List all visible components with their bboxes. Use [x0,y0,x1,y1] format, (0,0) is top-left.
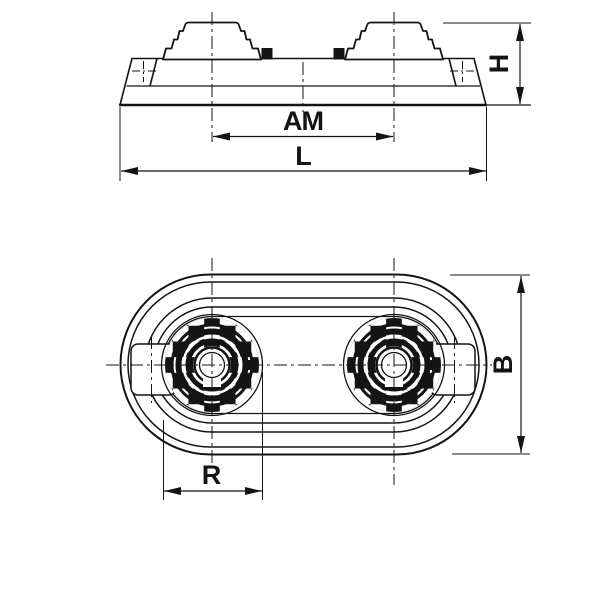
dim-label-h: H [484,54,514,74]
dim-label-am: AM [283,106,323,136]
arrowhead-icon [213,133,230,141]
dimension-am [213,106,393,141]
arrowhead-icon [376,133,393,141]
plan-view [106,258,530,500]
dim-label-b: B [488,355,518,375]
seal-block-left [262,48,273,60]
arrowhead-icon [516,87,524,104]
dim-label-l: L [295,141,311,171]
arrowhead-icon [516,24,524,41]
arrowhead-icon [469,167,486,175]
arrowhead-icon [245,487,262,495]
arrowhead-icon [164,487,181,495]
side-elevation-view [119,12,531,181]
arrowhead-icon [121,167,138,175]
dim-label-r: R [201,460,221,490]
arrowhead-icon [517,276,525,293]
arrowhead-icon [517,436,525,453]
seal-block-right [334,48,345,60]
